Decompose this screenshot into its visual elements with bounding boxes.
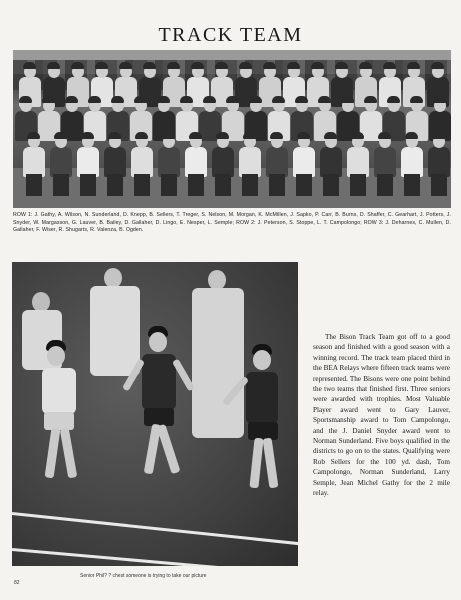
action-photo-caption: Senior Phil? ? chest someone is trying to take our picture — [80, 573, 207, 579]
team-photo — [13, 50, 451, 208]
action-photo — [12, 262, 298, 566]
page-number: 82 — [14, 580, 20, 586]
article-body: The Bison Track Team got off to a good season and finished with a good season with a winning record. The track team placed third in the BEA Relays where fifteen track teams were represented. The Bisons were one point behind the two teams that finished first. Three seniors were awarded with trophies. Most Valuable Player award went to Gary Lauver, Sportsmanship award to Tom Campolongo, and the J. Daniel Snyder award went to Norman Sunderland. Five boys qualified in the districts to go on to the states. Qualifying were Rob Sellers for the 100 yd. dash, Tom Campolongo, Norman Sunderland, Larry Semple, Jean Michel Gathy for the 2 mile relay. — [313, 333, 450, 498]
team-photo-caption: ROW 1: J. Gathy, A. Wilson, N. Sunderland, D. Knepp, B. Sellers, T. Treger, S. Nelson, M. Morgan, K. McMillen, J. Sapko, P. Carr, B. Burns, D. Shaffer, C. Gearhart, J. Potters, J. Snyder, W. Margasson, G. Lauver, B. Bailey, D. Gallaher, D. Lingo, E. Nesper, L. Semple; ROW 2: J. Peterson, S. Stoppe, L. T. Campolongo; ROW 3: J. Deharnes, C. Mullen, D. Gallaher, F. Wiser, R. Shugarts, R. Valenza, B. Ogden. — [13, 212, 451, 234]
page-title: TRACK TEAM — [158, 24, 303, 46]
